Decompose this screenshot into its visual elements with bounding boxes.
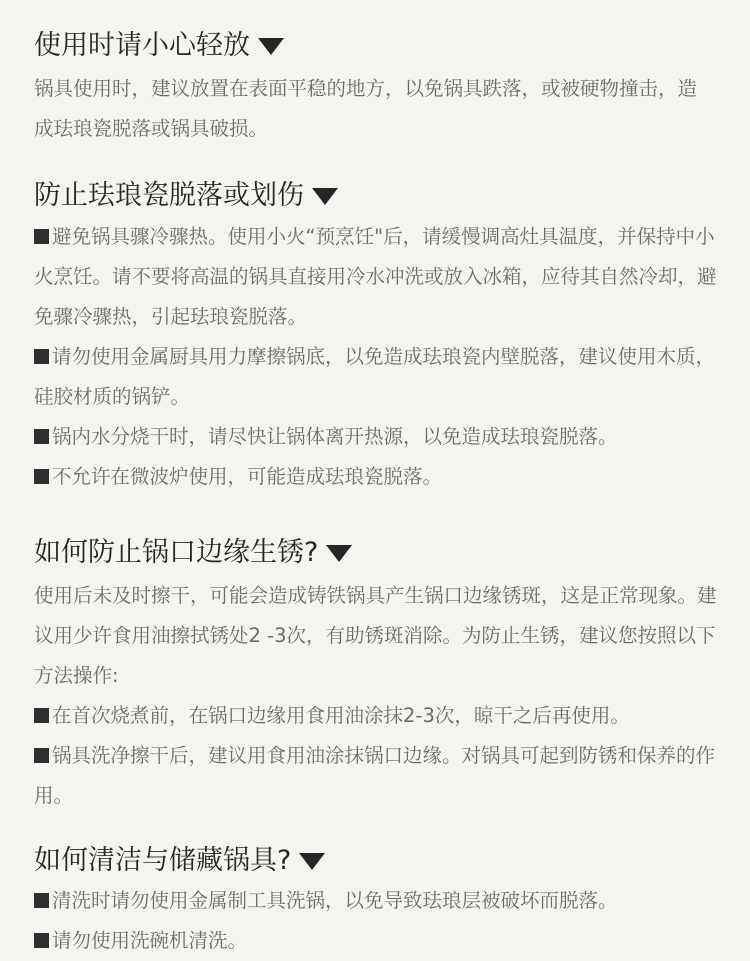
section-prevent-enamel-damage [34,176,720,497]
paragraph: 锅具使用时，建议放置在表面平稳的地方，以免锅具跌落，或被硬物撞击，造成珐琅瓷脱落或锅具破损。 [34,77,698,140]
square-bullet-icon [34,708,49,723]
section-handle-with-care [34,26,716,149]
bullet-item: 锅具洗净擦干后，建议用食用油涂抹锅口边缘。对锅具可起到防锈和保养的作用。 [34,744,716,807]
square-bullet-icon [34,229,49,244]
bullet-item: 请勿使用金属厨具用力摩擦锅底，以免造成珐琅瓷内壁脱落，建议使用木质，硅胶材质的锅铲。 [34,345,716,408]
triangle-down-icon [326,545,352,562]
section-body [34,576,720,816]
square-bullet-icon [34,933,49,948]
section-body [34,217,720,497]
section-title: 如何清洁与储藏锅具? [34,845,292,876]
section-heading [34,533,720,573]
bullet-item: 不允许在微波炉使用，可能造成珐琅瓷脱落。 [34,457,720,497]
bullet-item: 锅内水分烧干时，请尽快让锅体离开热源，以免造成珐琅瓷脱落。 [34,417,720,457]
section-title: 如何防止锅口边缘生锈? [34,537,319,568]
triangle-down-icon [299,853,325,870]
square-bullet-icon [34,349,49,364]
bullet-item: 请勿使用洗碗机清洗。 [34,921,720,961]
section-prevent-rust [34,533,720,816]
section-clean-and-store [34,841,720,961]
square-bullet-icon [34,748,49,763]
paragraph: 使用后未及时擦干，可能会造成铸铁锅具产生锅口边缘锈斑，这是正常现象。建议用少许食用油擦拭锈处2 -3次，有助锈斑消除。为防止生锈，建议您按照以下方法操作: [34,584,717,687]
bullet-item: 避免锅具骤冷骤热。使用小火“预烹饪"后，请缓慢调高灶具温度，并保持中小火烹饪。请不要将高温的锅具直接用冷水冲洗或放入冰箱，应待其自然冷却，避免骤冷骤热，引起珐琅瓷脱落。 [34,225,717,328]
bullet-item: 清洗时请勿使用金属制工具洗锅，以免导致珐琅层被破坏而脱落。 [34,881,720,921]
section-title: 使用时请小心轻放 [34,30,250,61]
section-heading [34,176,720,216]
section-heading [34,26,716,66]
section-heading [34,841,720,881]
triangle-down-icon [258,38,284,55]
section-body [34,69,716,149]
section-body [34,881,720,961]
triangle-down-icon [312,188,338,205]
square-bullet-icon [34,893,49,908]
square-bullet-icon [34,429,49,444]
section-title: 防止珐琅瓷脱落或划伤 [34,180,304,211]
bullet-item: 在首次烧煮前，在锅口边缘用食用油涂抹2-3次，晾干之后再使用。 [34,696,720,736]
square-bullet-icon [34,469,49,484]
